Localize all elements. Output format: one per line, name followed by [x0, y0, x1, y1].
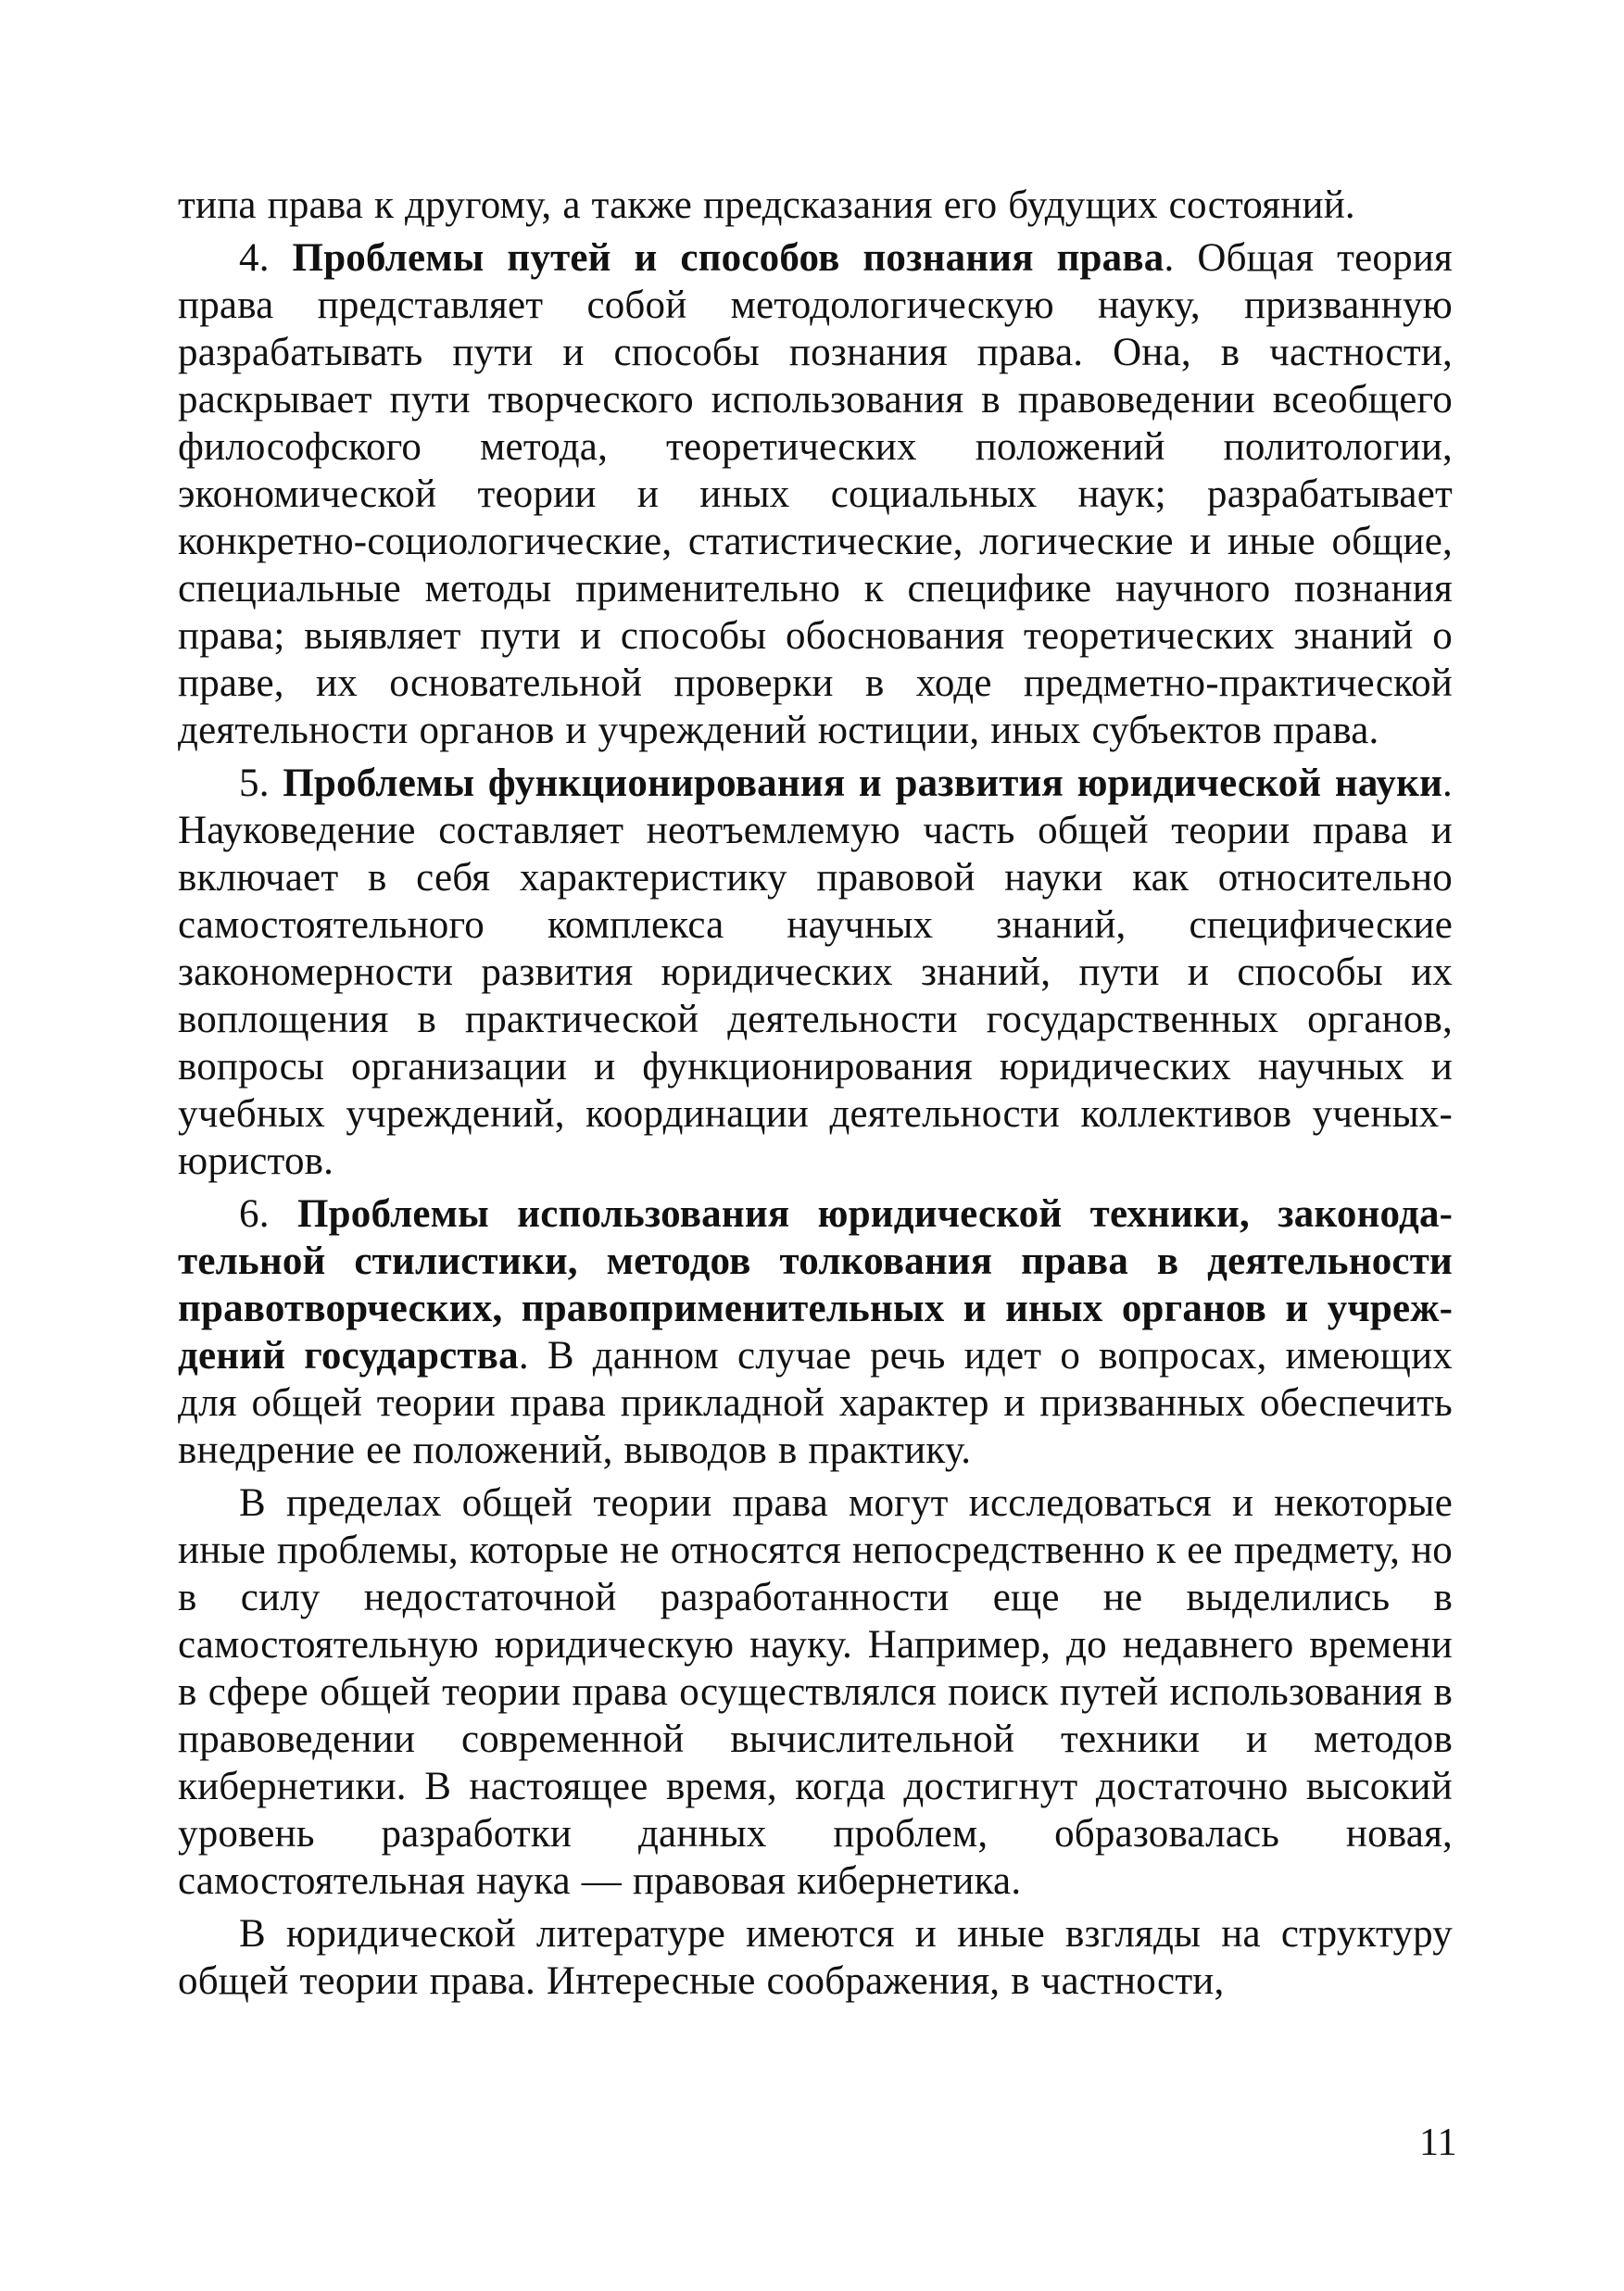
- item-number: 4.: [239, 236, 293, 280]
- paragraph-text: типа права к другому, а также предсказания его будущих состояний.: [178, 183, 1355, 227]
- item-number: 6.: [239, 1192, 297, 1236]
- paragraph-text: . Науковедение составляет неотъемлемую часть общей теории права и включает в себя характеристику правовой науки как относительно самостоятельного комплекса научных знаний, специфические закономерности развития юридических знаний, пути и способы их воплощения в практической деятельности государственных органов, вопросы организации и функционирования юридических научных и учебных учреждений, координации деятельности коллективов ученых-юристов.: [178, 762, 1453, 1183]
- paragraph-other-views: [178, 1910, 1453, 2005]
- item-heading: Проблемы функционирования и развития юридической науки: [283, 762, 1443, 805]
- item-number: 5.: [239, 762, 283, 805]
- paragraph-text: В пределах общей теории права могут исследоваться и некоторые иные проблемы, которые не относятся непосредственно к ее предмету, но в силу недостаточной разработанности еще не выделились в самостоятельную юридическую науку. Например, до недавнего времени в сфере общей теории права осуществлялся поиск путей использования в правоведении современной вычислительной техники и методов кибернетики. В настоящее время, когда достигнут достаточно высокий уровень разработки данных проблем, образовалась новая, самостоятельная наука — правовая кибернетика.: [178, 1481, 1453, 1903]
- page-body: [178, 182, 1453, 2010]
- paragraph-text: . В данном случае речь идет о вопросах, имеющих для общей теории права прикладной характер и призванных обеспечить внедрение ее положений, выводов в практику.: [178, 1334, 1453, 1472]
- item-heading: Проблемы путей и способов познания права: [292, 236, 1164, 280]
- item-heading: Проблемы использования юридической техники, законодательной стилистики, методов толкования права в деятельности правотворческих, правоприменительных и иных органов и учреждений государства: [178, 1192, 1453, 1378]
- paragraph-text: . Общая теория права представляет собой методологическую науку, призванную разрабатывать пути и способы познания права. Она, в частности, раскрывает пути творческого использования в правоведении всеобщего философского метода, теоретических положений политологии, экономической теории и иных социальных наук; разрабатывает конкретно-социологические, статистические, логические и иные общие, специальные методы применительно к специфике научного познания права; выявляет пути и способы обоснования теоретических знаний о праве, их основательной проверки в ходе предметно-практической деятельности органов и учреждений юстиции, иных субъектов права.: [178, 236, 1454, 752]
- paragraph-item-6: [178, 1190, 1453, 1474]
- paragraph-other-problems: [178, 1479, 1453, 1905]
- paragraph-item-4: [178, 234, 1453, 754]
- paragraph-text: В юридической литературе имеются и иные взгляды на структуру общей теории права. Интересные соображения, в частности,: [178, 1912, 1453, 2003]
- paragraph-item-5: [178, 760, 1453, 1185]
- paragraph-continuation: [178, 182, 1453, 229]
- page-number: 11: [1419, 2121, 1457, 2164]
